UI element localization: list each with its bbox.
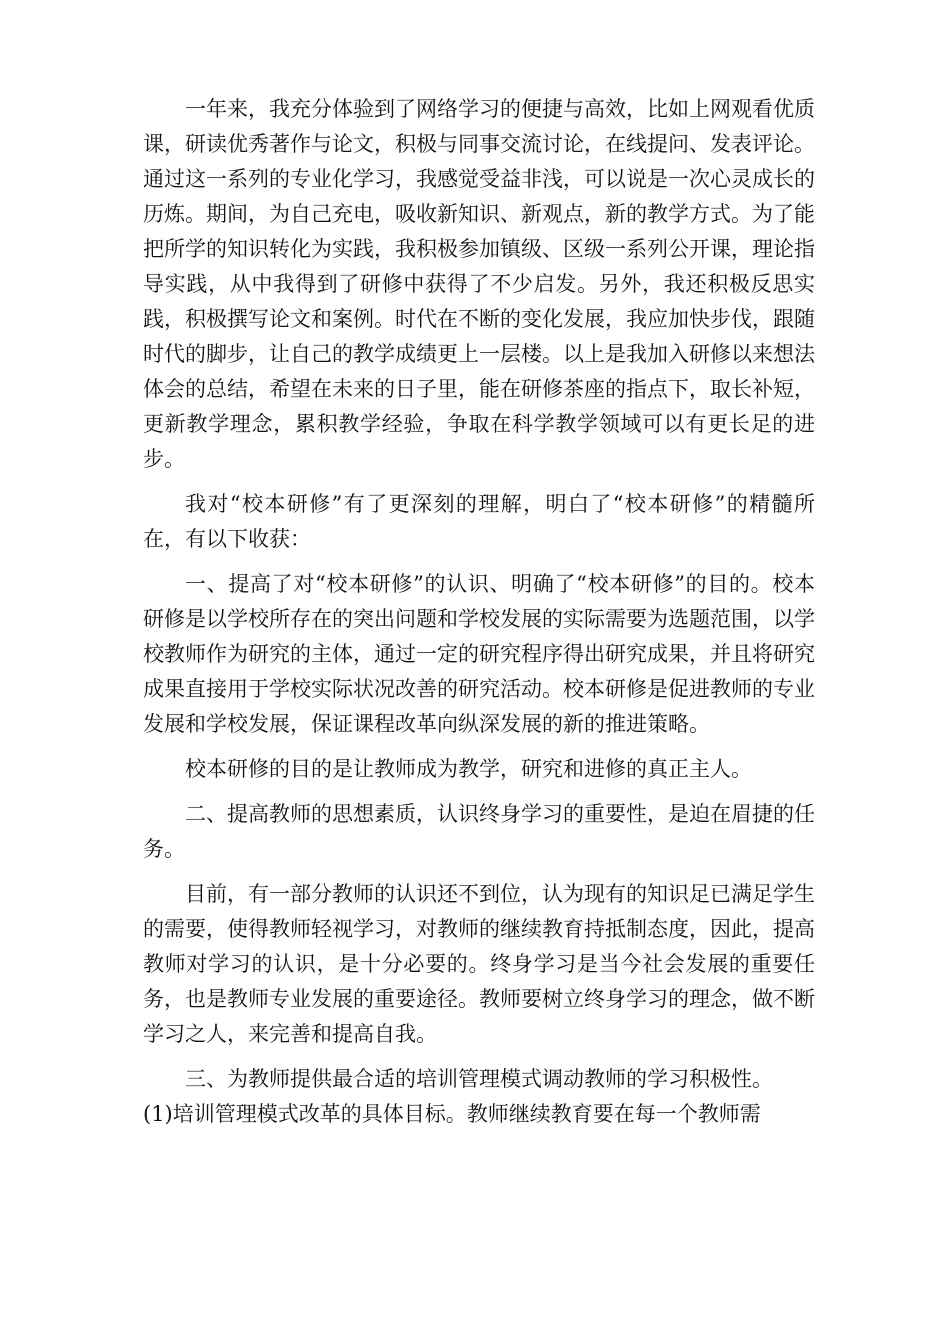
document-body <box>143 92 815 1132</box>
paragraph-5: 二、提高教师的思想素质，认识终身学习的重要性，是迫在眉捷的任务。 <box>143 802 815 861</box>
paragraph-1: 一年来，我充分体验到了网络学习的便捷与高效，比如上网观看优质课，研读优秀著作与论文，积极与同事交流讨论，在线提问、发表评论。通过这一系列的专业化学习，我感觉受益非浅，可以说是一次心灵成长的历炼。期间，为自己充电，吸收新知识、新观点，新的教学方式。为了能把所学的知识转化为实践，我积极参加镇级、区级一系列公开课，理论指导实践，从中我得到了研修中获得了不少启发。另外，我还积极反思实践，积极撰写论文和案例。时代在不断的变化发展，我应加快步伐，跟随时代的脚步，让自己的教学成绩更上一层楼。以上是我加入研修以来想法体会的总结，希望在未来的日子里，能在研修茶座的指点下，取长补短，更新教学理念，累积教学经验，争取在科学教学领域可以有更长足的进步。 <box>143 97 815 471</box>
paragraph-4: 校本研修的目的是让教师成为教学，研究和进修的真正主人。 <box>185 757 752 781</box>
paragraph-3: 一、提高了对“校本研修”的认识、明确了“校本研修”的目的。校本研修是以学校所存在的突出问题和学校发展的实际需要为选题范围，以学校教师作为研究的主体，通过一定的研究程序得出研究成果，并且将研究成果直接用于学校实际状况改善的研究活动。校本研修是促进教师的专业发展和学校发展，保证课程改革向纵深发展的新的推进策略。 <box>143 572 815 736</box>
paragraph-7: 三、为教师提供最合适的培训管理模式调动教师的学习积极性。 <box>185 1067 773 1091</box>
paragraph-2: 我对“校本研修”有了更深刻的理解，明白了“校本研修”的精髓所在，有以下收获： <box>143 492 815 551</box>
paragraph-6: 目前，有一部分教师的认识还不到位，认为现有的知识足已满足学生的需要，使得教师轻视学习，对教师的继续教育持抵制态度，因此，提高教师对学习的认识，是十分必要的。终身学习是当今社会发展的重要任务，也是教师专业发展的重要途径。教师要树立终身学习的理念，做不断学习之人，来完善和提高自我。 <box>143 882 815 1046</box>
paragraph-8: (1)培训管理模式改革的具体目标。教师继续教育要在每一个教师需 <box>143 1102 761 1126</box>
